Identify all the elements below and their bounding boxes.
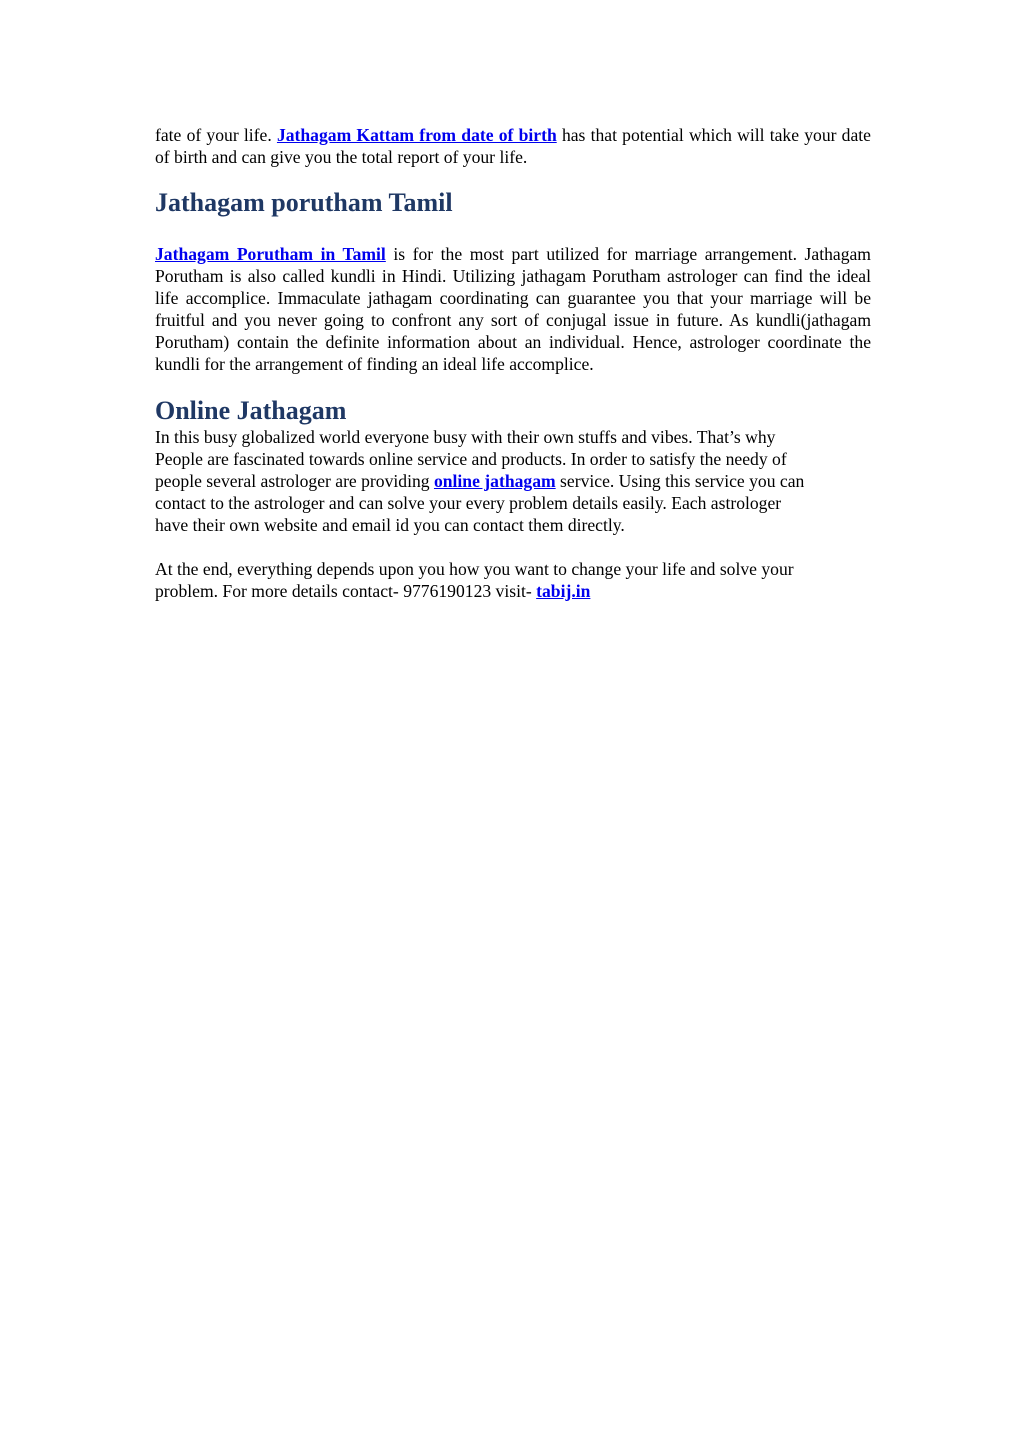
closing-paragraph xyxy=(155,558,871,602)
online-line-4: contact to the astrologer and can solve your every problem details easily. Each astrologer xyxy=(155,493,782,513)
online-line-3-after: service. Using this service you can xyxy=(555,471,805,491)
online-line-5: have their own website and email id you can contact them directly. xyxy=(155,515,625,535)
online-paragraph xyxy=(155,426,871,536)
intro-paragraph xyxy=(155,124,871,168)
online-jathagam-link[interactable]: online jathagam xyxy=(433,471,556,491)
intro-text-after: has that potential which will take your date of birth and can give you the total report of your life. xyxy=(155,125,871,167)
jathagam-kattam-link[interactable]: Jathagam Kattam from date of birth xyxy=(276,125,557,145)
jathagam-porutham-tamil-link[interactable]: Jathagam Porutham in Tamil xyxy=(155,244,386,264)
intro-text-before: fate of your life. xyxy=(155,125,277,145)
online-line-2: People are fascinated towards online service and products. In order to satisfy the needy of xyxy=(155,449,787,469)
heading-jathagam-porutham-tamil: Jathagam porutham Tamil xyxy=(155,188,453,217)
online-line-3-before: people several astrologer are providing xyxy=(155,471,434,491)
closing-line-2-before: problem. For more details contact- 9776190123 visit- xyxy=(155,581,537,601)
closing-line-1: At the end, everything depends upon you how you want to change your life and solve your xyxy=(155,559,794,579)
tabij-link[interactable]: tabij.in xyxy=(536,581,591,601)
porutham-paragraph xyxy=(155,243,871,375)
online-line-1: In this busy globalized world everyone busy with their own stuffs and vibes. That’s why xyxy=(155,427,776,447)
porutham-text: is for the most part utilized for marriage arrangement. Jathagam Porutham is also called kundli in Hindi. Utilizing jathagam Porutham astrologer can find the ideal life accomplice. Immaculate jathagam coordinating can guarantee you that your marriage will be fruitful and you never going to confront any sort of conjugal issue in future. As kundli(jathagam Porutham) contain the definite information about an individual. Hence, astrologer coordinate the kundli for the arrangement of finding an ideal life accomplice. xyxy=(155,244,871,374)
heading-online-jathagam: Online Jathagam xyxy=(155,396,347,425)
document-page xyxy=(155,124,871,602)
